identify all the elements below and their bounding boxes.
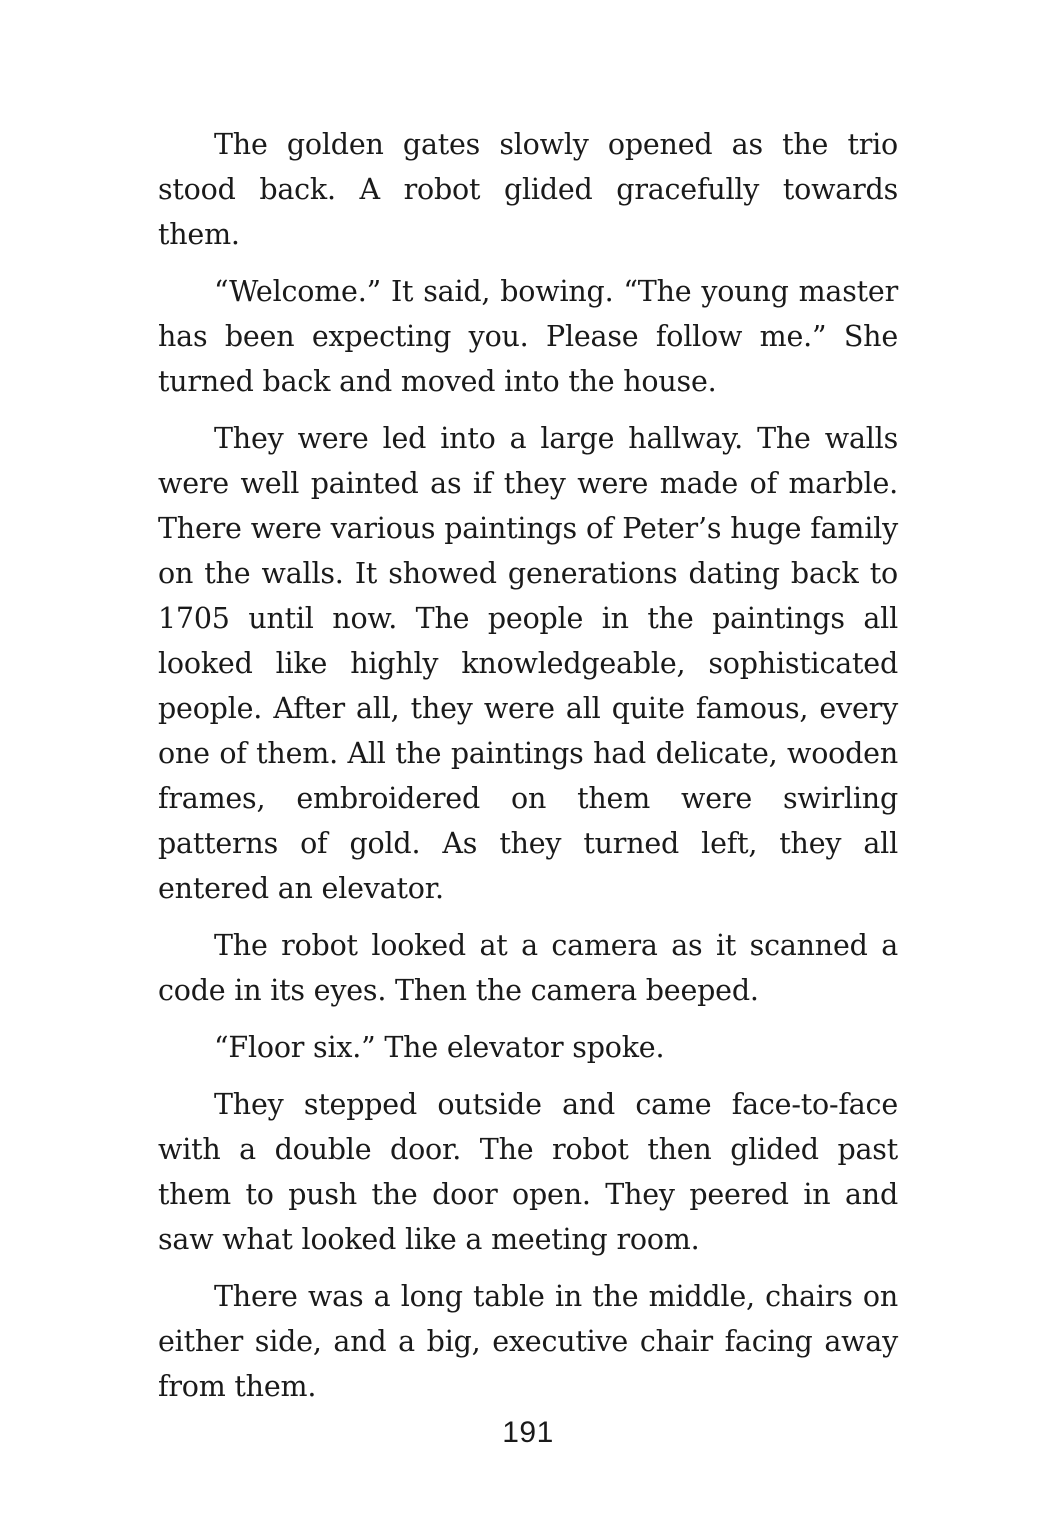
paragraph-floor-six: “Floor six.” The elevator spoke.: [214, 1031, 665, 1064]
paragraph-camera-scan: The robot looked at a camera as it scanned a code in its eyes. Then the camera beeped.: [158, 929, 898, 1007]
paragraph-meeting-room: There was a long table in the middle, chairs on either side, and a big, executive chair facing away from them.: [158, 1280, 898, 1403]
paragraph-hallway: They were led into a large hallway. The walls were well painted as if they were made of marble. There were various paintings of Peter’s huge family on the walls. It showed generations dating back to 1705 until now. The people in the paintings all looked like highly knowledgeable, sophisticated people. After all, they were all quite famous, every one of them. All the paintings had delicate, wooden frames, embroidered on them were swirling patterns of gold. As they turned left, they all entered an elevator.: [158, 422, 898, 905]
page-number: 191: [502, 1416, 554, 1449]
paragraph-double-door: They stepped outside and came face-to-face with a double door. The robot then glided past them to push the door open. They peered in and saw what looked like a meeting room.: [158, 1088, 898, 1256]
page-body: [158, 122, 898, 1421]
paragraph-gates-open: The golden gates slowly opened as the trio stood back. A robot glided gracefully towards them.: [158, 128, 898, 251]
paragraph-robot-welcome: “Welcome.” It said, bowing. “The young master has been expecting you. Please follow me.” She turned back and moved into the house.: [158, 275, 898, 398]
